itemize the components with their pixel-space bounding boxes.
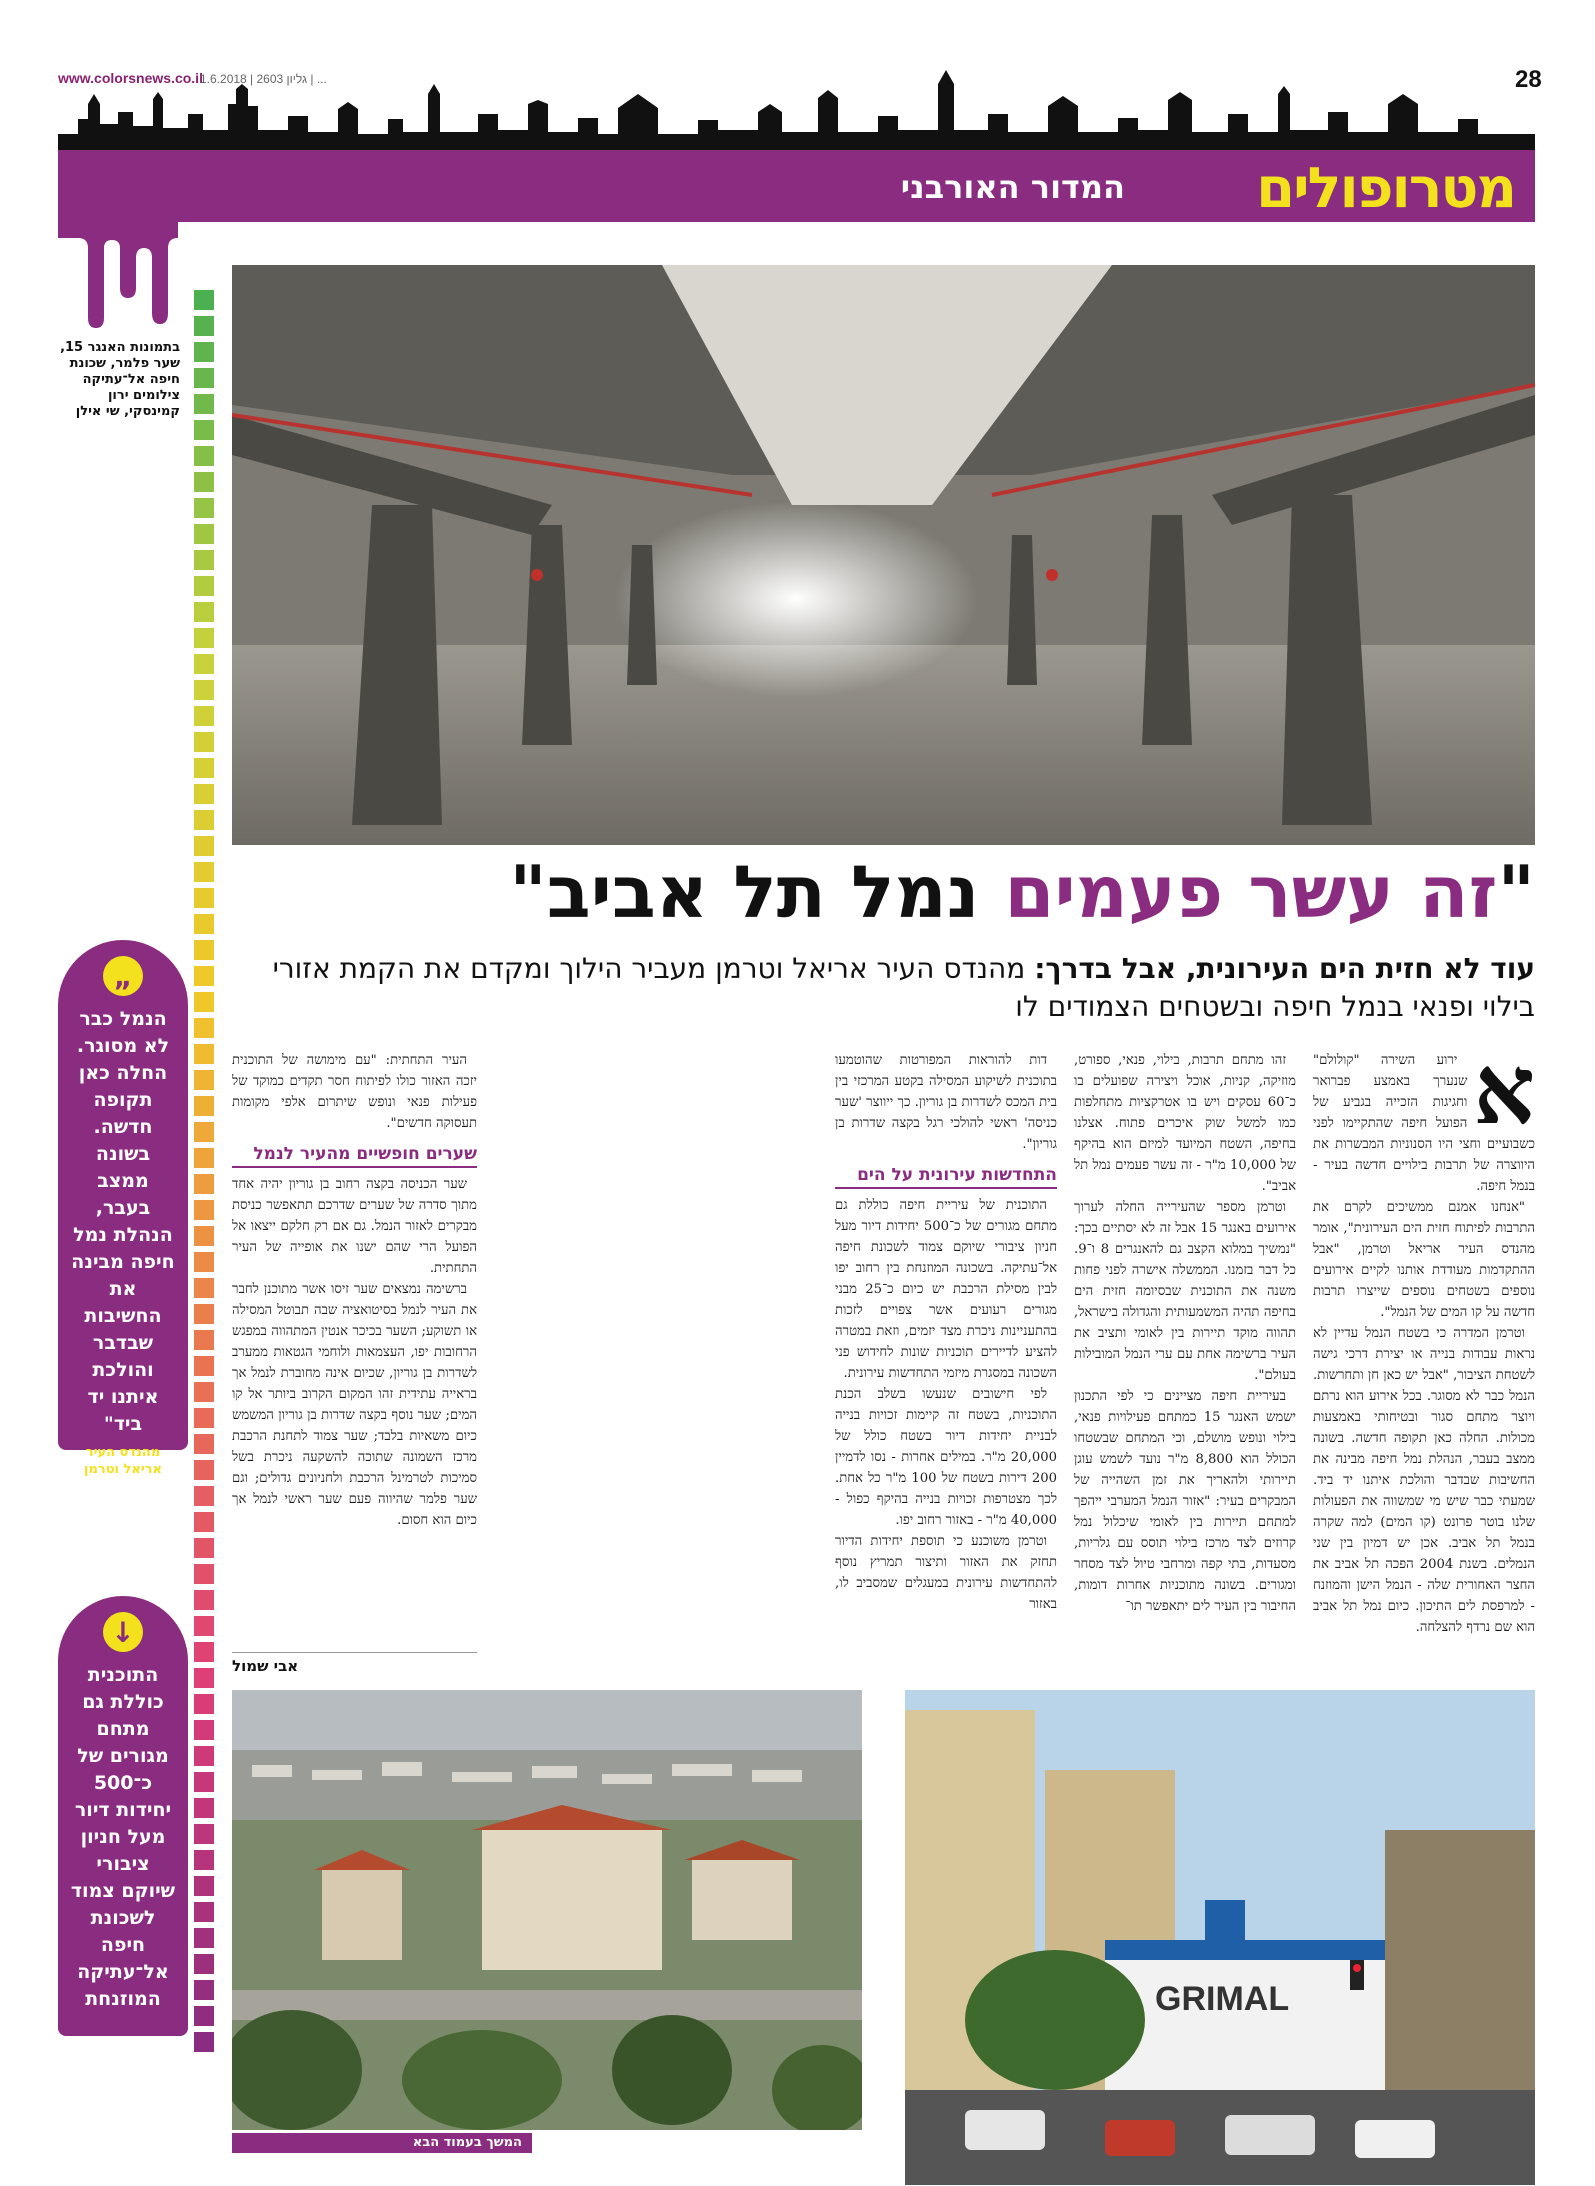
paragraph: שער הכניסה בקצה רחוב בן גוריון יהיה אחד מתוך סדרה של שערים שדרכם תתאפשר כניסת מבקרים לאזור הנמל. גם אם רק חלקם ייצאו אל הפועל הרי שהם ישנו את אופייה של העיר התחתית. xyxy=(232,1177,477,1276)
paragraph: "אנחנו אמנם ממשיכים לקרם את התרבות לפיתוח חזית הים העירונית", אומר מהנדס העיר אריאל וטרמן, "אבל ההתקדמות מעודדת אותנו לקיים אירועים נוספים בשטחים נוספים שייצרו תרבות חדשה על קו המים של הנמל". xyxy=(1313,1200,1535,1320)
pull-quote-text: הנמל כבר לא מסוגר. החלה כאן תקופה חדשה. בשונה ממצב בעבר, הנהלת נמל חיפה מבינה את החשיבות שבדבר והולכת איתנו יד ביד" xyxy=(71,1008,175,1435)
section-heading: שערים חופשיים מהעיר לנמל xyxy=(232,1144,477,1168)
color-square xyxy=(194,1668,214,1688)
color-square xyxy=(194,992,214,1012)
color-square xyxy=(194,1070,214,1090)
color-square xyxy=(194,1486,214,1506)
pull-quote xyxy=(58,940,188,1477)
color-square xyxy=(194,1928,214,1948)
color-square xyxy=(194,2006,214,2026)
color-square xyxy=(194,524,214,544)
paragraph: ברשימה נמצאים שער זיסו אשר מתוכנן לחבר את העיר לנמל בסיטואציה שבה תבוטל המסילה או תשוקע; השער בכיכר אנטין המתהווה במפגש הרחובות יפו, העצמאות ולוחמי הגטאות ממערב לשדרות בן גוריון, שכיום אינה מחוברת לנמל אך בראייה עתידית זהו המקום הקרוב ביותר אל קו המים; שער נוסף בקצה שדרות בן גוריון המשמש כיום משאיות בלבד; שער צמוד לתחנת הרכבת מרכז השמונה שתוכה להשקעה ניכרת בשל סמיכות לטרמינל הרכבת ולחניונים גדולים; וגם שער פלמר שהיווה פעם שער ראשי לנמל אך כיום הוא חסום. xyxy=(232,1282,477,1528)
color-square xyxy=(194,602,214,622)
paragraph: דות להוראות המפורטות שהוטמעו בתוכנית לשיקוע המסילה בקטע המרכזי בין בית המכס לשדרות בן גוריון. כך ייווצר 'שער כניסה' ראשי להולכי רגל בקצה שדרות בן גוריון". xyxy=(835,1053,1057,1152)
color-square xyxy=(194,1096,214,1116)
color-square xyxy=(194,1252,214,1272)
headline-rest: נמל תל אביב xyxy=(546,850,1005,934)
color-square xyxy=(194,680,214,700)
subhead-text: מהנדס העיר אריאל וטרמן מעביר הילוך ומקדם את הקמת אזורי בילוי ופנאי בנמל חיפה ובשטחים הצמודים לו xyxy=(272,952,1535,1023)
color-square xyxy=(194,914,214,934)
color-square xyxy=(194,1018,214,1038)
color-square xyxy=(194,966,214,986)
color-square xyxy=(194,1564,214,1584)
color-square xyxy=(194,446,214,466)
subheadline xyxy=(232,950,1535,1026)
color-square xyxy=(194,1226,214,1246)
color-square xyxy=(194,654,214,674)
section-banner xyxy=(58,150,1535,222)
pull-quote-attribution: מהנדס העיר אריאל וטרמן xyxy=(84,1445,162,1477)
color-square xyxy=(194,1694,214,1714)
color-square xyxy=(194,472,214,492)
city-skyline xyxy=(58,64,1535,156)
color-square xyxy=(194,2032,214,2052)
street-photo xyxy=(905,1690,1535,2185)
color-square xyxy=(194,1902,214,1922)
continue-next-page-bar: המשך בעמוד הבא xyxy=(232,2133,532,2153)
color-square xyxy=(194,1616,214,1636)
color-square xyxy=(194,1044,214,1064)
color-square xyxy=(194,862,214,882)
section-heading: התחדשות עירונית על הים xyxy=(835,1165,1057,1189)
color-square xyxy=(194,1798,214,1818)
color-square xyxy=(194,1460,214,1480)
drip-decoration xyxy=(58,218,178,328)
headline-highlight: זה עשר פעמים xyxy=(1004,850,1498,934)
page-number: 28 xyxy=(1515,66,1542,93)
issue-info: 1.6.2018 | גליון 2603 | ... xyxy=(200,72,327,86)
paragraph: וטרמן המדרה כי בשטח הנמל עדיין לא נראות עבודות בנייה או יצירת דרכי גישה לשטחת הציבור, "אבל יש כאן חן ותחרשות. הנמל כבר לא מסוגר. בכל אירוע הוא נרתם ויוצר מתחם סגור ובטיחותי באמצעות מכולות. החלה כאן תקופה חדשה. בשונה ממצב בעבר, הנהלת נמל חיפה מבינה את החשיבות שבדבר והולכת איתנו יד ביד. שמעתי כבר שיש מי שמשווה את הפעולות שלנו בוטר פרונט (קו המים) למה שקרה בנמל תל אביב. אכן יש דמיון בין שני הנמלים. בשנת 2004 הפכה תל אביב את החצר האחורית שלה - הנמל הישן והמוזנח - למרפסת לים התיכון. כיום נמל תל אביב הוא שם נרדף להצלחה. xyxy=(1313,1326,1535,1635)
byline: אבי שמול xyxy=(232,1652,477,1675)
color-square xyxy=(194,1590,214,1610)
paragraph: ירוע השירה "קולולם" שנערך באמצע פברואר וחגיגות הזכייה בגביע של הפועל חיפה שהתקיימו לפני כשבועיים וחצי היו הסנוניות המבשרות את היווצרה של תרבות בילויים חדשה בעיר - בנמל חיפה. xyxy=(1313,1053,1535,1194)
color-square xyxy=(194,576,214,596)
article-column-4-text xyxy=(232,1050,477,1531)
color-square xyxy=(194,1512,214,1532)
color-square xyxy=(194,1408,214,1428)
arrow-down-icon: ↓ xyxy=(103,1612,143,1652)
section-name: המדור האורבני xyxy=(900,168,1125,206)
color-square xyxy=(194,888,214,908)
headline-open-quote: " xyxy=(1497,850,1535,934)
color-square xyxy=(194,940,214,960)
color-square xyxy=(194,1148,214,1168)
paragraph: וטרמן מספר שהעירייה החלה לערוך אירועים באנגר 15 אבל זה לא יסתיים בכך: "נמשיך במלוא הקצב גם להאנגרים 8 ו־9. כל דבר בזמנו. הממשלה אישרה לפני פחות משנה את התוכנית שבסיומה חזית הים בחיפה תהיה המשמעותית והגדולה בישראל, תהווה מוקד תיירות בין לאומי ותציב את העיר ברשימה אחת עם ערי הנמל המובילות בעולם". xyxy=(1074,1200,1296,1383)
color-square xyxy=(194,1200,214,1220)
color-square xyxy=(194,1954,214,1974)
color-square xyxy=(194,420,214,440)
color-square xyxy=(194,1850,214,1870)
article-column-1 xyxy=(1313,1033,1535,1638)
color-square xyxy=(194,290,214,310)
section-logo: מטרופולים xyxy=(1256,156,1515,221)
color-square xyxy=(194,1382,214,1402)
paragraph: העיר התחתית: "עם מימושה של התוכנית יזכה האזור כולו לפיתוח חסר תקדים כמוקד של פעילות פנאי ונופש שיתרום אלפי מקומות תעסוקה חדשים". xyxy=(232,1053,477,1131)
color-square xyxy=(194,1980,214,2000)
color-square xyxy=(194,1330,214,1350)
color-square xyxy=(194,1824,214,1844)
color-square xyxy=(194,1538,214,1558)
site-url[interactable]: www.colorsnews.co.il xyxy=(58,70,203,86)
color-square xyxy=(194,394,214,414)
paragraph: בעיריית חיפה מציינים כי לפי התכנון ישמש האנגר 15 כמתחם פעילויות פנאי, בילוי ונופש מושלם, וכי המתחם שבשטחו הכולל הוא 8,800 מ"ר נועד לשמש עוגן תיירותי ולהאריך את זמן השהייה של המבקרים בעיר: "אזור הנמל המערבי ייהפך למתחם תיירות בין לאומי שיכלול נמל קרוזים לצד מרכז בילוי תוסס עם גלריות, מסעדות, בתי קפה ומרחבי טיול לצד מסחר ומגורים. בשונה מתוכניות אחרות דומות, החיבור בין העיר לים יתאפשר תו־ xyxy=(1074,1389,1297,1614)
color-square xyxy=(194,628,214,648)
color-square xyxy=(194,550,214,570)
hangar-photo xyxy=(232,265,1535,845)
color-square xyxy=(194,316,214,336)
article-column-2 xyxy=(1074,1050,1296,1617)
color-square xyxy=(194,1876,214,1896)
color-strip xyxy=(194,290,214,2090)
color-square xyxy=(194,758,214,778)
color-square xyxy=(194,1122,214,1142)
headline-close-quote: " xyxy=(509,850,547,934)
quote-icon: „ xyxy=(103,956,143,996)
photo-credit: בתמונות האנגר 15, שער פלמר, שכונת חיפה אל־עתיקה צילומים ירון קמינסקי, שי אילן xyxy=(60,340,180,419)
paragraph: וטרמן משוכנע כי תוספת יחידות הדיור תחזק את האזור ותיצור תמריץ נוסף להתחדשות עירונית במעגלים שמסביב לו, באזור xyxy=(835,1534,1057,1612)
color-square xyxy=(194,1304,214,1324)
pull-quote-text: התוכנית כוללת גם מתחם מגורים של כ־500 יחידות דיור מעל חניון ציבורי שיוקם צמוד לשכונת חיפה אל־עתיקה המוזנחת xyxy=(70,1664,176,2010)
color-square xyxy=(194,836,214,856)
color-square xyxy=(194,732,214,752)
color-square xyxy=(194,342,214,362)
article-column-3 xyxy=(835,1050,1057,1615)
color-square xyxy=(194,498,214,518)
paragraph: לפי חישובים שנעשו בשלב הכנת התוכניות, בשטח זה קיימות זכויות בנייה לבניית יחידות דיור בשטח כולל של 20,000 מ"ר. במילים אחרות - נסו לדמיין 200 דירות בשטח של 100 מ"ר כל אחת. לכך מצטרפות זכויות בנייה בהיקף כפול - 40,000 מ"ר - באזור רחוב יפו. xyxy=(835,1387,1057,1528)
neighborhood-photo xyxy=(232,1690,862,2130)
color-square xyxy=(194,810,214,830)
drop-cap: א xyxy=(1473,1033,1535,1146)
color-square xyxy=(194,784,214,804)
paragraph: התוכנית של עיריית חיפה כוללת גם מתחם מגורים של כ־500 יחידות דיור מעל חניון ציבורי שיוקם צמוד לשכונת חיפה אל־עתיקה. בשכונה המוזנחת בין רחוב יפו לבין מסילת הרכבת יש כיום כ־25 מבני מגורים רעועים אשר צפויים לזכות בהתעניינות ניכרת מצד יזמים, וזאת במטרה להציע לדיירים תוכניות שונות לחידוש פני השכונה במסגרת מיזמי התחדשות עירונית. xyxy=(835,1198,1057,1381)
color-square xyxy=(194,1278,214,1298)
color-square xyxy=(194,1356,214,1376)
ship-name-text: GRIMAL xyxy=(1155,1980,1290,2018)
color-square xyxy=(194,1772,214,1792)
color-square xyxy=(194,368,214,388)
subhead-bold: עוד לא חזית הים העירונית, אבל בדרך: xyxy=(1034,952,1535,985)
headline xyxy=(232,850,1535,934)
color-square xyxy=(194,1174,214,1194)
color-square xyxy=(194,706,214,726)
pull-quote xyxy=(58,1596,188,2036)
color-square xyxy=(194,1434,214,1454)
color-square xyxy=(194,1642,214,1662)
color-square xyxy=(194,1746,214,1766)
color-square xyxy=(194,1720,214,1740)
paragraph: זהו מתחם תרבות, בילוי, פנאי, ספורט, מוזיקה, קניות, אוכל ויצירה שפועלים בו כ־60 עסקים ויש בו אטרקציות מתחלפות כמו למשל שוק איכרים פתוח. אצלנו בחיפה, השטח המיועד למיזם הוא בהיקף של 10,000 מ"ר - זה עשר פעמים נמל תל אביב". xyxy=(1074,1053,1296,1194)
